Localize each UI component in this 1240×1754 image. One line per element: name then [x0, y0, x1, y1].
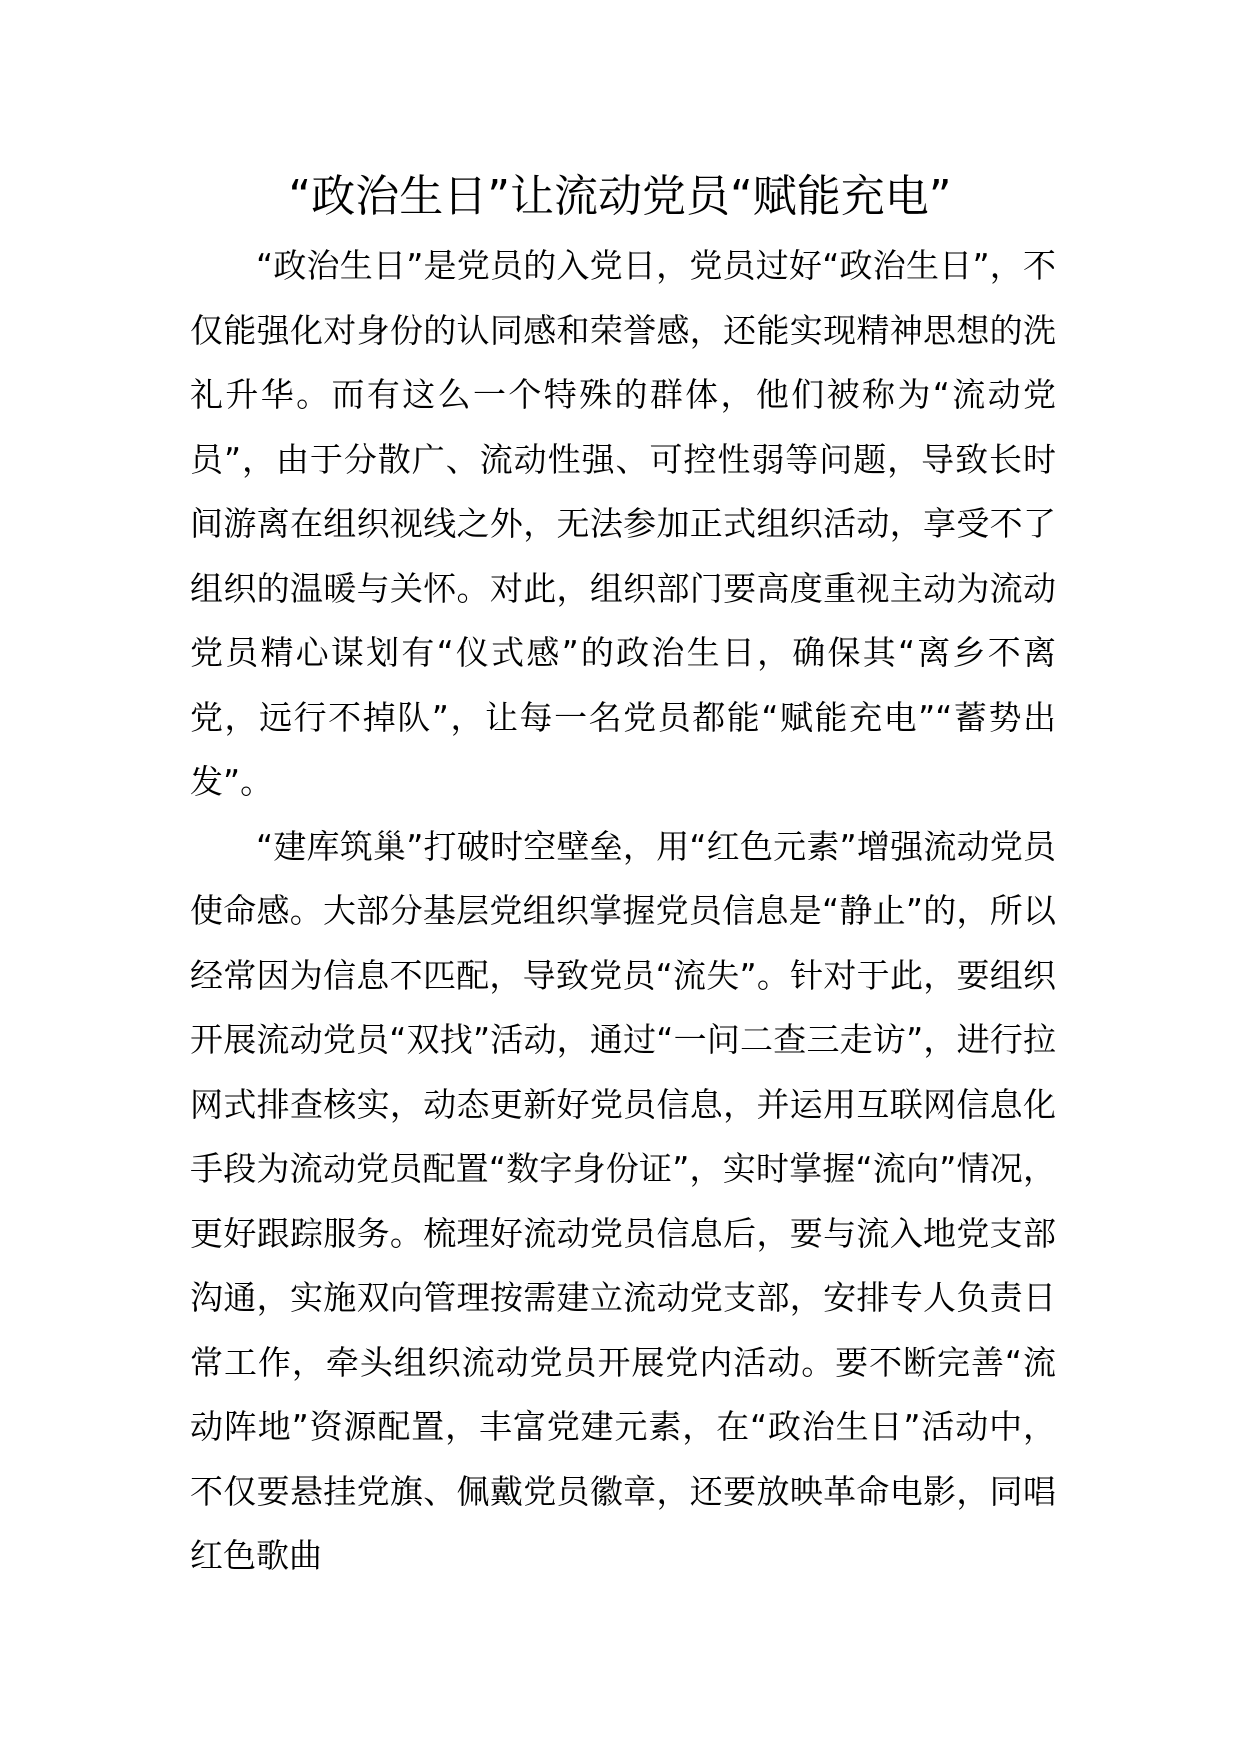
paragraph-1: “政治生日”是党员的入党日，党员过好“政治生日”，不仅能强化对身份的认同感和荣誉感，还能实现精神思想的洗礼升华。而有这么一个特殊的群体，他们被称为“流动党员”，由于分散广、流动性强、可控性弱等问题，导致长时间游离在组织视线之外，无法参加正式组织活动，享受不了组织的温暖与关怀。对此，组织部门要高度重视主动为流动党员精心谋划有“仪式感”的政治生日，确保其“离乡不离党，远行不掉队”，让每一名党员都能“赋能充电”“蓄势出发”。	[190, 246, 1056, 801]
document-body	[190, 234, 1056, 1589]
paragraph-2: “建库筑巢”打破时空壁垒，用“红色元素”增强流动党员使命感。大部分基层党组织掌握党员信息是“静止”的，所以经常因为信息不匹配，导致党员“流失”。针对于此，要组织开展流动党员“双找”活动，通过“一问二查三走访”，进行拉网式排查核实，动态更新好党员信息，并运用互联网信息化手段为流动党员配置“数字身份证”，实时掌握“流向”情况，更好跟踪服务。梳理好流动党员信息后，要与流入地党支部沟通，实施双向管理按需建立流动党支部，安排专人负责日常工作，牵头组织流动党员开展党内活动。要不断完善“流动阵地”资源配置，丰富党建元素，在“政治生日”活动中，不仅要悬挂党旗、佩戴党员徽章，还要放映革命电影，同唱红色歌曲	[190, 826, 1056, 1575]
document-title: “政治生日”让流动党员“赋能充电”	[288, 171, 952, 222]
